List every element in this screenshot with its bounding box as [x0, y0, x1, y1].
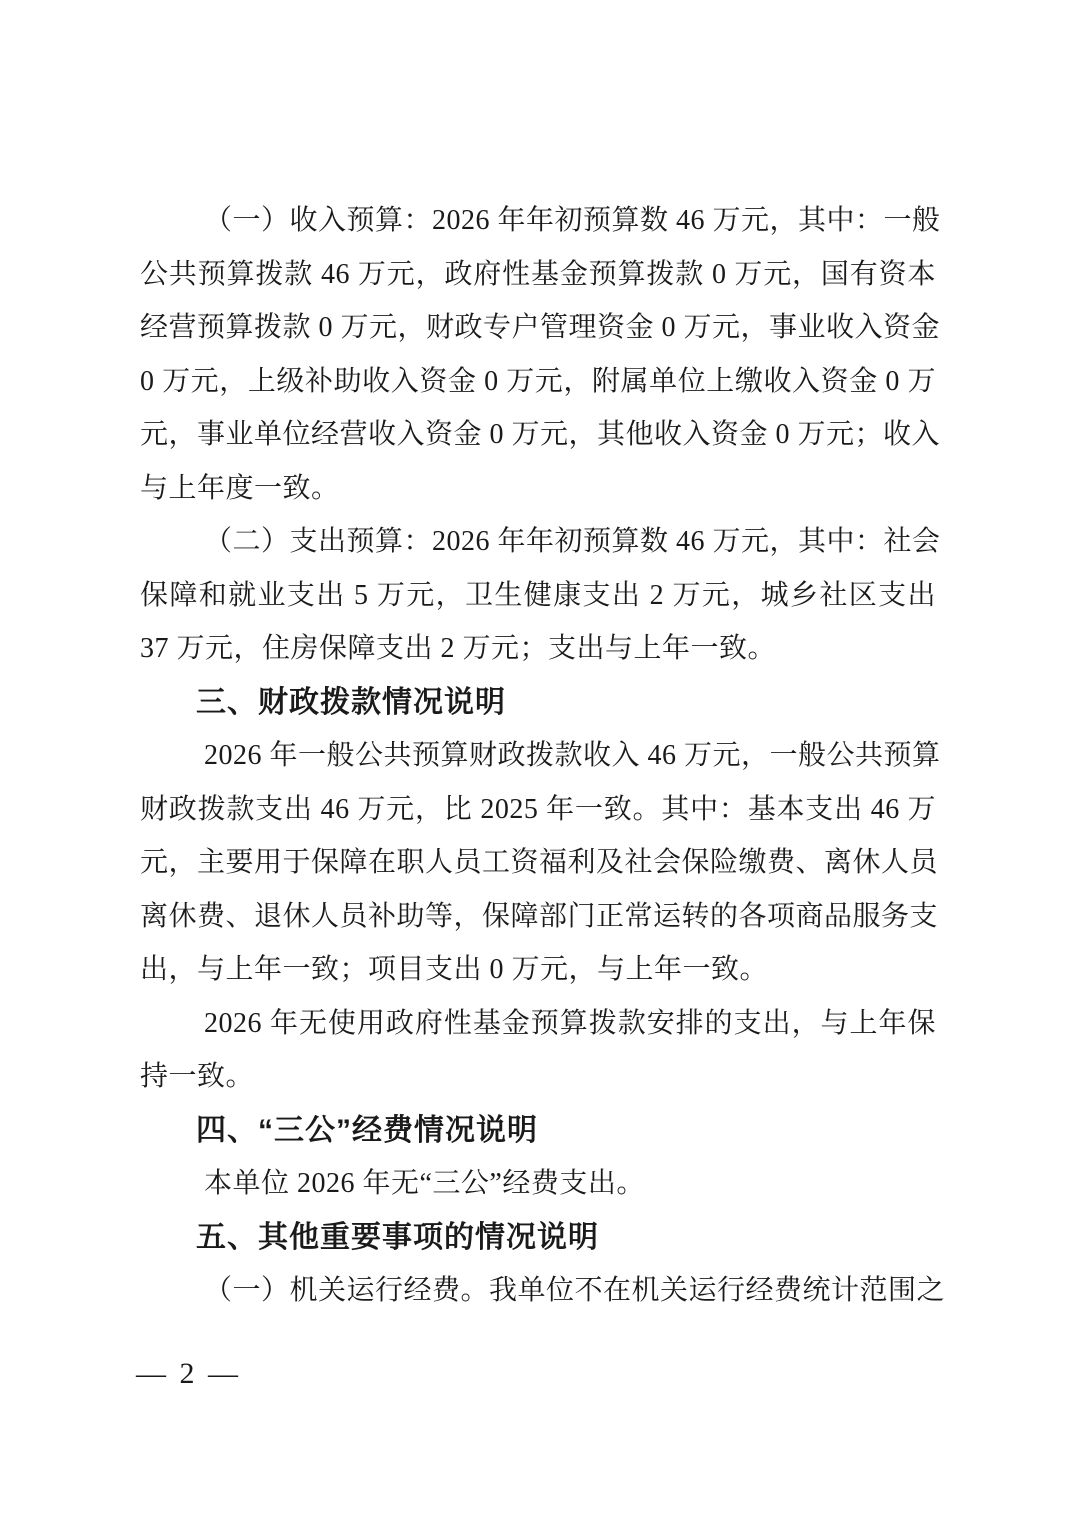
- section-heading-fiscal-appropriation: 三、财政拨款情况说明: [196, 685, 506, 719]
- text-line: 2026 年无使用政府性基金预算拨款安排的支出，与上年保: [204, 1007, 936, 1039]
- text-line: 财政拨款支出 46 万元，比 2025 年一致。其中：基本支出 46 万: [140, 793, 936, 825]
- text-line: 元，事业单位经营收入资金 0 万元，其他收入资金 0 万元；收入: [140, 419, 941, 450]
- page-number: — 2 —: [136, 1357, 241, 1390]
- text-line: 与上年度一致。: [140, 472, 340, 504]
- text-line: 离休费、退休人员补助等，保障部门正常运转的各项商品服务支: [140, 900, 939, 932]
- text-line: 出，与上年一致；项目支出 0 万元，与上年一致。: [140, 954, 769, 985]
- text-line: 保障和就业支出 5 万元，卫生健康支出 2 万元，城乡社区支出: [140, 579, 936, 611]
- section-heading-other-important-matters: 五、其他重要事项的情况说明: [196, 1220, 599, 1254]
- text-line: 公共预算拨款 46 万元，政府性基金预算拨款 0 万元，国有资本: [140, 258, 936, 290]
- text-line: 元，主要用于保障在职人员工资福利及社会保险缴费、离休人员: [140, 847, 939, 878]
- text-line: 37 万元，住房保障支出 2 万元；支出与上年一致。: [140, 633, 777, 664]
- section-heading-three-public-expenses: 四、“三公”经费情况说明: [196, 1113, 538, 1147]
- text-line: 持一致。: [140, 1061, 255, 1092]
- text-line: 0 万元，上级补助收入资金 0 万元，附属单位上缴收入资金 0 万: [140, 365, 936, 397]
- text-line: 经营预算拨款 0 万元，财政专户管理资金 0 万元，事业收入资金: [140, 312, 941, 343]
- text-line: （一）机关运行经费。我单位不在机关运行经费统计范围之: [204, 1275, 946, 1306]
- document-body: [140, 194, 946, 1318]
- text-line: （一）收入预算：2026 年年初预算数 46 万元，其中：一般: [204, 205, 941, 236]
- text-line: 2026 年一般公共预算财政拨款收入 46 万元，一般公共预算: [204, 740, 941, 771]
- text-line: （二）支出预算：2026 年年初预算数 46 万元，其中：社会: [204, 526, 941, 557]
- text-line: 本单位 2026 年无“三公”经费支出。: [204, 1168, 645, 1199]
